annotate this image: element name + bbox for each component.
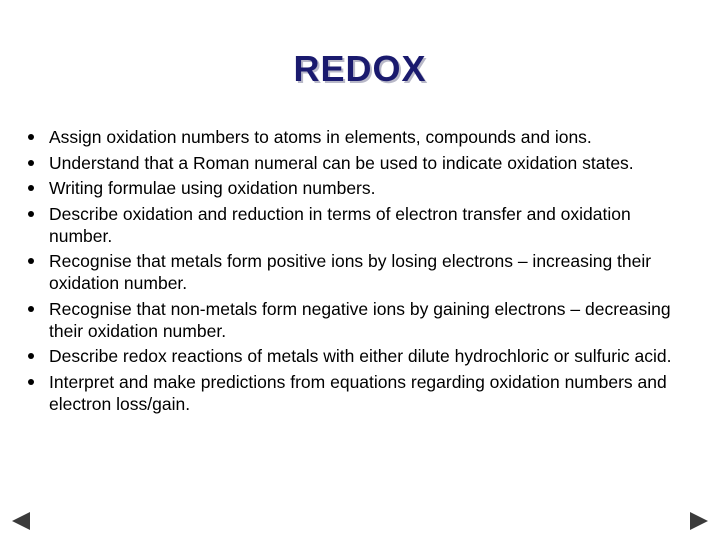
bullet-text: Describe redox reactions of metals with either dilute hydrochloric or sulfuric acid. [49, 346, 672, 366]
previous-slide-button[interactable] [12, 512, 30, 530]
bullet-item [28, 371, 688, 415]
bullet-dot-icon [28, 185, 34, 191]
bullet-item [28, 177, 688, 199]
bullet-item [28, 126, 688, 148]
bullet-text: Understand that a Roman numeral can be used to indicate oxidation states. [49, 152, 634, 173]
next-slide-button[interactable] [690, 512, 708, 530]
bullet-item [28, 203, 688, 247]
bullet-text: Writing formulae using oxidation numbers. [49, 178, 376, 198]
bullet-list [28, 126, 688, 418]
bullet-item [28, 345, 688, 367]
bullet-dot-icon [28, 160, 34, 166]
bullet-item [28, 298, 688, 342]
bullet-dot-icon [28, 211, 34, 217]
bullet-text: Assign oxidation numbers to atoms in elements, compounds and ions. [49, 127, 592, 147]
bullet-dot-icon [28, 134, 34, 140]
slide-title: REDOX [293, 48, 427, 89]
bullet-text: Interpret and make predictions from equations regarding oxidation numbers and electron loss/gain. [49, 371, 667, 414]
bullet-item [28, 250, 688, 294]
bullet-dot-icon [28, 306, 34, 312]
bullet-item [28, 152, 688, 174]
bullet-text: Describe oxidation and reduction in terms of electron transfer and oxidation number. [49, 203, 631, 246]
bullet-dot-icon [28, 379, 34, 385]
bullet-text: Recognise that metals form positive ions by losing electrons – increasing their oxidation number. [49, 251, 652, 293]
bullet-dot-icon [28, 353, 34, 359]
bullet-dot-icon [28, 258, 34, 264]
bullet-text: Recognise that non-metals form negative ions by gaining electrons – decreasing their oxidation number. [49, 298, 671, 341]
